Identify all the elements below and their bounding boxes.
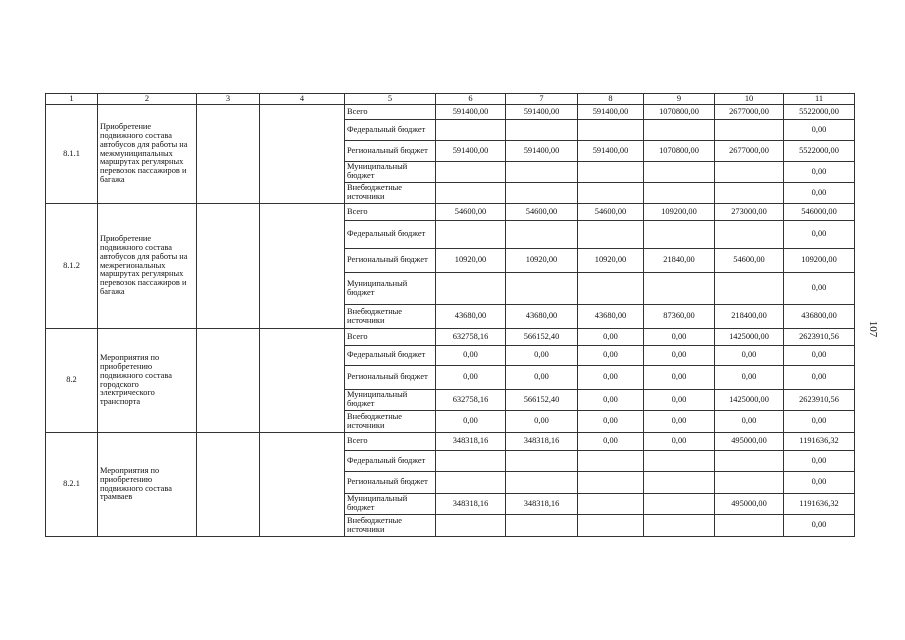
amount-cell: 0,00 bbox=[715, 346, 784, 366]
item-code: 8.2.1 bbox=[46, 433, 98, 537]
col-3-cell bbox=[197, 105, 260, 204]
amount-cell bbox=[578, 120, 644, 141]
amount-cell bbox=[644, 162, 715, 183]
amount-cell: 0,00 bbox=[578, 366, 644, 390]
amount-cell: 632758,16 bbox=[436, 329, 506, 346]
amount-cell: 109200,00 bbox=[644, 204, 715, 221]
amount-cell bbox=[506, 120, 578, 141]
column-number-header: 9 bbox=[644, 94, 715, 105]
amount-cell bbox=[715, 221, 784, 249]
amount-cell: 54600,00 bbox=[436, 204, 506, 221]
funding-source: Региональный бюджет bbox=[345, 249, 436, 273]
amount-cell: 348318,16 bbox=[506, 433, 578, 451]
amount-cell: 0,00 bbox=[578, 390, 644, 411]
amount-cell: 1191636,32 bbox=[784, 494, 855, 515]
amount-cell bbox=[578, 472, 644, 494]
amount-cell bbox=[506, 162, 578, 183]
amount-cell bbox=[578, 183, 644, 204]
amount-cell bbox=[578, 515, 644, 537]
amount-cell bbox=[578, 221, 644, 249]
amount-cell: 43680,00 bbox=[578, 305, 644, 329]
funding-source: Всего bbox=[345, 204, 436, 221]
amount-cell bbox=[644, 273, 715, 305]
amount-cell bbox=[644, 515, 715, 537]
funding-source: Муниципальный бюджет bbox=[345, 494, 436, 515]
amount-cell: 348318,16 bbox=[436, 494, 506, 515]
amount-cell: 348318,16 bbox=[436, 433, 506, 451]
budget-table bbox=[45, 93, 855, 537]
amount-cell: 546000,00 bbox=[784, 204, 855, 221]
funding-source: Федеральный бюджет bbox=[345, 221, 436, 249]
amount-cell bbox=[506, 451, 578, 472]
amount-cell bbox=[436, 515, 506, 537]
funding-source: Всего bbox=[345, 329, 436, 346]
amount-cell bbox=[644, 120, 715, 141]
item-name: Мероприятия по приобретению подвижного состава городского электрического транспорта bbox=[98, 329, 197, 433]
table-row bbox=[46, 204, 855, 221]
amount-cell bbox=[715, 273, 784, 305]
amount-cell bbox=[715, 515, 784, 537]
funding-source: Всего bbox=[345, 105, 436, 120]
amount-cell: 21840,00 bbox=[644, 249, 715, 273]
funding-source: Федеральный бюджет bbox=[345, 451, 436, 472]
table-row bbox=[46, 105, 855, 120]
amount-cell: 218400,00 bbox=[715, 305, 784, 329]
funding-source: Муниципальный бюджет bbox=[345, 390, 436, 411]
amount-cell bbox=[715, 120, 784, 141]
item-name: Приобретение подвижного состава автобусов для работы на межрегиональных маршрутах регулярных перевозок пассажиров и багажа bbox=[98, 204, 197, 329]
amount-cell: 566152,40 bbox=[506, 329, 578, 346]
amount-cell: 1191636,32 bbox=[784, 433, 855, 451]
column-number-header: 3 bbox=[197, 94, 260, 105]
item-code: 8.2 bbox=[46, 329, 98, 433]
amount-cell: 0,00 bbox=[784, 120, 855, 141]
amount-cell: 566152,40 bbox=[506, 390, 578, 411]
amount-cell bbox=[644, 183, 715, 204]
amount-cell bbox=[436, 472, 506, 494]
amount-cell: 0,00 bbox=[715, 366, 784, 390]
amount-cell: 0,00 bbox=[644, 433, 715, 451]
amount-cell: 10920,00 bbox=[506, 249, 578, 273]
amount-cell: 0,00 bbox=[784, 162, 855, 183]
col-3-cell bbox=[197, 204, 260, 329]
amount-cell: 0,00 bbox=[436, 346, 506, 366]
amount-cell: 54600,00 bbox=[578, 204, 644, 221]
amount-cell: 0,00 bbox=[784, 472, 855, 494]
header-row bbox=[46, 94, 855, 105]
funding-source: Внебюджетные источники bbox=[345, 305, 436, 329]
amount-cell: 10920,00 bbox=[578, 249, 644, 273]
amount-cell: 0,00 bbox=[644, 390, 715, 411]
funding-source: Внебюджетные источники bbox=[345, 411, 436, 433]
amount-cell: 43680,00 bbox=[506, 305, 578, 329]
table-body bbox=[46, 94, 855, 537]
col-3-cell bbox=[197, 433, 260, 537]
funding-source: Всего bbox=[345, 433, 436, 451]
item-name: Мероприятия по приобретению подвижного состава трамваев bbox=[98, 433, 197, 537]
amount-cell: 591400,00 bbox=[436, 141, 506, 162]
amount-cell: 0,00 bbox=[578, 329, 644, 346]
amount-cell: 0,00 bbox=[506, 366, 578, 390]
amount-cell: 495000,00 bbox=[715, 494, 784, 515]
amount-cell: 0,00 bbox=[715, 411, 784, 433]
amount-cell bbox=[578, 451, 644, 472]
amount-cell: 632758,16 bbox=[436, 390, 506, 411]
amount-cell bbox=[715, 162, 784, 183]
amount-cell bbox=[506, 273, 578, 305]
amount-cell: 0,00 bbox=[784, 411, 855, 433]
amount-cell bbox=[644, 472, 715, 494]
amount-cell: 54600,00 bbox=[506, 204, 578, 221]
funding-source: Региональный бюджет bbox=[345, 472, 436, 494]
amount-cell: 1070800,00 bbox=[644, 105, 715, 120]
column-number-header: 1 bbox=[46, 94, 98, 105]
amount-cell: 495000,00 bbox=[715, 433, 784, 451]
column-number-header: 5 bbox=[345, 94, 436, 105]
amount-cell bbox=[436, 451, 506, 472]
amount-cell: 591400,00 bbox=[436, 105, 506, 120]
amount-cell: 0,00 bbox=[784, 346, 855, 366]
amount-cell bbox=[436, 162, 506, 183]
amount-cell bbox=[506, 472, 578, 494]
amount-cell: 273000,00 bbox=[715, 204, 784, 221]
amount-cell: 436800,00 bbox=[784, 305, 855, 329]
funding-source: Внебюджетные источники bbox=[345, 515, 436, 537]
funding-source: Федеральный бюджет bbox=[345, 120, 436, 141]
amount-cell: 10920,00 bbox=[436, 249, 506, 273]
page-number: 107 bbox=[867, 320, 879, 338]
amount-cell: 0,00 bbox=[578, 411, 644, 433]
amount-cell bbox=[506, 221, 578, 249]
column-number-header: 11 bbox=[784, 94, 855, 105]
amount-cell: 591400,00 bbox=[506, 141, 578, 162]
table-row bbox=[46, 329, 855, 346]
amount-cell bbox=[644, 494, 715, 515]
amount-cell: 0,00 bbox=[784, 366, 855, 390]
amount-cell: 0,00 bbox=[644, 346, 715, 366]
item-code: 8.1.1 bbox=[46, 105, 98, 204]
col-4-cell bbox=[260, 433, 345, 537]
amount-cell bbox=[506, 183, 578, 204]
col-4-cell bbox=[260, 204, 345, 329]
column-number-header: 2 bbox=[98, 94, 197, 105]
amount-cell: 0,00 bbox=[436, 411, 506, 433]
amount-cell: 0,00 bbox=[784, 273, 855, 305]
funding-source: Региональный бюджет bbox=[345, 366, 436, 390]
funding-source: Муниципальный бюджет bbox=[345, 273, 436, 305]
amount-cell: 0,00 bbox=[506, 346, 578, 366]
amount-cell bbox=[715, 183, 784, 204]
amount-cell: 2677000,00 bbox=[715, 105, 784, 120]
col-4-cell bbox=[260, 105, 345, 204]
item-name: Приобретение подвижного состава автобусов для работы на межмуниципальных маршрутах регулярных перевозок пассажиров и багажа bbox=[98, 105, 197, 204]
amount-cell bbox=[644, 451, 715, 472]
amount-cell bbox=[436, 221, 506, 249]
amount-cell: 2623910,56 bbox=[784, 329, 855, 346]
amount-cell: 591400,00 bbox=[578, 141, 644, 162]
amount-cell bbox=[644, 221, 715, 249]
funding-source: Федеральный бюджет bbox=[345, 346, 436, 366]
amount-cell: 348318,16 bbox=[506, 494, 578, 515]
amount-cell: 0,00 bbox=[644, 366, 715, 390]
item-code: 8.1.2 bbox=[46, 204, 98, 329]
amount-cell bbox=[578, 162, 644, 183]
amount-cell: 591400,00 bbox=[506, 105, 578, 120]
amount-cell: 591400,00 bbox=[578, 105, 644, 120]
column-number-header: 8 bbox=[578, 94, 644, 105]
funding-source: Региональный бюджет bbox=[345, 141, 436, 162]
amount-cell: 0,00 bbox=[506, 411, 578, 433]
funding-source: Внебюджетные источники bbox=[345, 183, 436, 204]
amount-cell: 0,00 bbox=[784, 221, 855, 249]
amount-cell: 87360,00 bbox=[644, 305, 715, 329]
amount-cell: 0,00 bbox=[644, 329, 715, 346]
amount-cell: 0,00 bbox=[784, 515, 855, 537]
amount-cell: 2623910,56 bbox=[784, 390, 855, 411]
column-number-header: 10 bbox=[715, 94, 784, 105]
amount-cell: 1425000,00 bbox=[715, 390, 784, 411]
amount-cell: 0,00 bbox=[644, 411, 715, 433]
amount-cell: 5522000,00 bbox=[784, 105, 855, 120]
amount-cell: 0,00 bbox=[578, 346, 644, 366]
amount-cell: 0,00 bbox=[436, 366, 506, 390]
column-number-header: 7 bbox=[506, 94, 578, 105]
amount-cell: 2677000,00 bbox=[715, 141, 784, 162]
amount-cell bbox=[506, 515, 578, 537]
funding-source: Муниципальный бюджет bbox=[345, 162, 436, 183]
col-4-cell bbox=[260, 329, 345, 433]
amount-cell: 54600,00 bbox=[715, 249, 784, 273]
amount-cell: 0,00 bbox=[784, 451, 855, 472]
col-3-cell bbox=[197, 329, 260, 433]
column-number-header: 6 bbox=[436, 94, 506, 105]
amount-cell: 0,00 bbox=[578, 433, 644, 451]
amount-cell bbox=[715, 472, 784, 494]
column-number-header: 4 bbox=[260, 94, 345, 105]
amount-cell bbox=[436, 273, 506, 305]
amount-cell: 1425000,00 bbox=[715, 329, 784, 346]
amount-cell bbox=[436, 120, 506, 141]
amount-cell bbox=[715, 451, 784, 472]
amount-cell: 1070800,00 bbox=[644, 141, 715, 162]
amount-cell bbox=[436, 183, 506, 204]
amount-cell: 43680,00 bbox=[436, 305, 506, 329]
amount-cell: 5522000,00 bbox=[784, 141, 855, 162]
table-row bbox=[46, 433, 855, 451]
amount-cell bbox=[578, 494, 644, 515]
amount-cell: 0,00 bbox=[784, 183, 855, 204]
amount-cell: 109200,00 bbox=[784, 249, 855, 273]
amount-cell bbox=[578, 273, 644, 305]
